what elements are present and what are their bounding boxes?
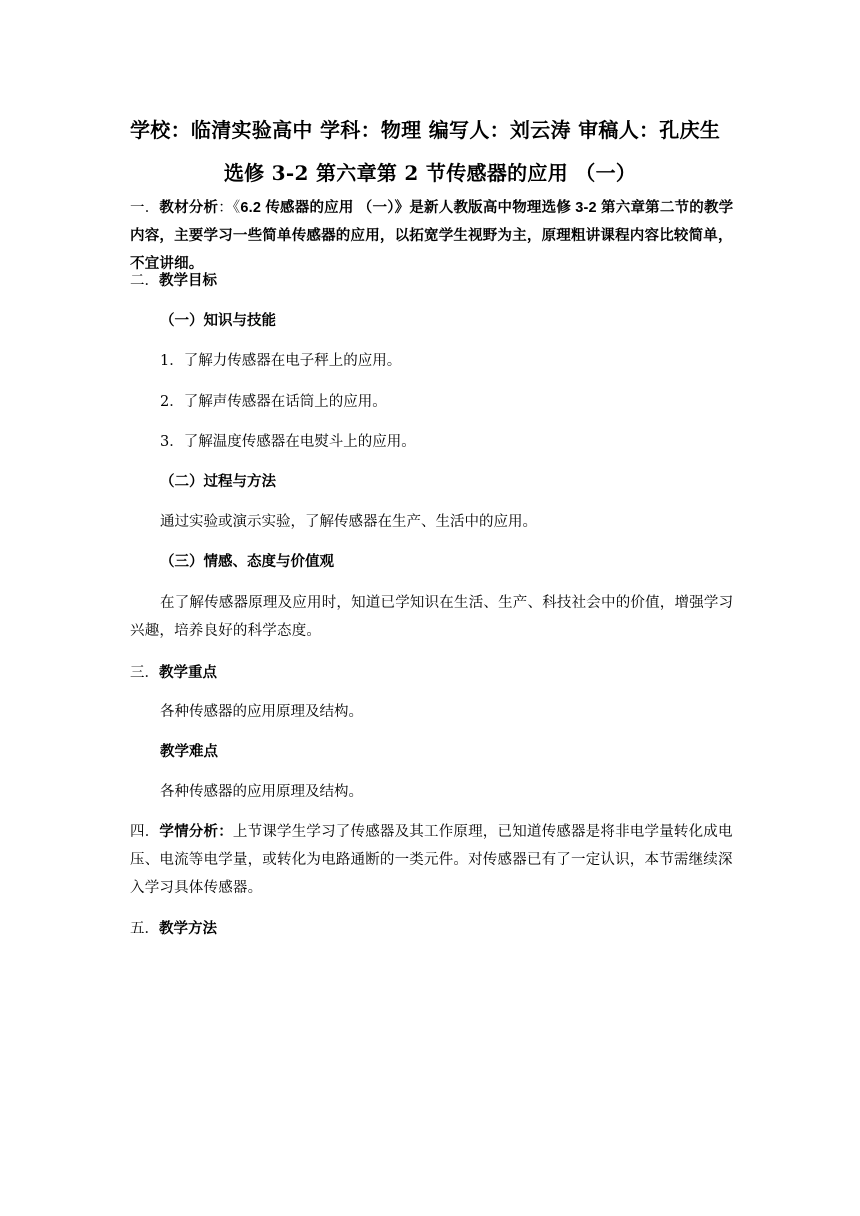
section-number: 一．	[130, 200, 160, 216]
section-label: 教材分析	[159, 199, 219, 216]
list-item: 2．了解声传感器在话筒上的应用。	[160, 394, 387, 410]
section-text-prefix: ：《	[218, 200, 241, 216]
subsection-emotion-values: （三）情感、态度与价值观	[160, 553, 334, 570]
section-text: 6.2 传感器的应用 （一）》是新人教版高中物理选修 3-2 第六章第二节的教学内容，主要学习一些简单传感器的应用，以拓宽学生视野为主，原理粗讲课程内容比较简单，不宜讲细。	[130, 200, 734, 272]
section-number: 二．	[130, 273, 159, 289]
section-student-analysis	[130, 818, 735, 902]
section-label: 教学方法	[159, 920, 217, 937]
list-item: 3．了解温度传感器在电熨斗上的应用。	[160, 434, 416, 450]
subsection-process-methods: （二）过程与方法	[160, 473, 276, 490]
section-text: 上节课学生学习了传感器及其工作原理，已知道传感器是将非电学量转化成电压、电流等电学量，或转化为电路通断的一类元件。对传感器已有了一定认识，本节需继续深入学习具体传感器。	[130, 824, 733, 896]
section-number: 三．	[130, 665, 159, 681]
paragraph: 在了解传感器原理及应用时，知道已学知识在生活、生产、科技社会中的价值，增强学习兴趣，培养良好的科学态度。	[130, 595, 734, 639]
section-teaching-material-analysis	[130, 194, 735, 278]
subsection-teaching-difficulty: 教学难点	[160, 743, 218, 760]
paragraph: 各种传感器的应用原理及结构。	[160, 784, 363, 800]
section-label: 学情分析：	[159, 823, 233, 840]
section-teaching-methods	[130, 915, 735, 943]
section-label: 教学目标	[159, 272, 217, 289]
section-teaching-focus	[130, 659, 735, 687]
subsection-knowledge-skills: （一）知识与技能	[160, 312, 276, 329]
list-item: 1．了解力传感器在电子秤上的应用。	[160, 353, 402, 369]
section-number: 五．	[130, 921, 159, 937]
document-title: 选修 3-2 第六章第 2 节传感器的应用 （一）	[223, 161, 637, 185]
section-label: 教学重点	[159, 664, 217, 681]
section-number: 四．	[130, 824, 160, 840]
paragraph: 通过实验或演示实验，了解传感器在生产、生活中的应用。	[160, 514, 537, 530]
document-header: 学校：临清实验高中 学科：物理 编写人：刘云涛 审稿人：孔庆生	[130, 118, 721, 142]
paragraph: 各种传感器的应用原理及结构。	[160, 704, 363, 720]
section-teaching-goals	[130, 267, 735, 295]
